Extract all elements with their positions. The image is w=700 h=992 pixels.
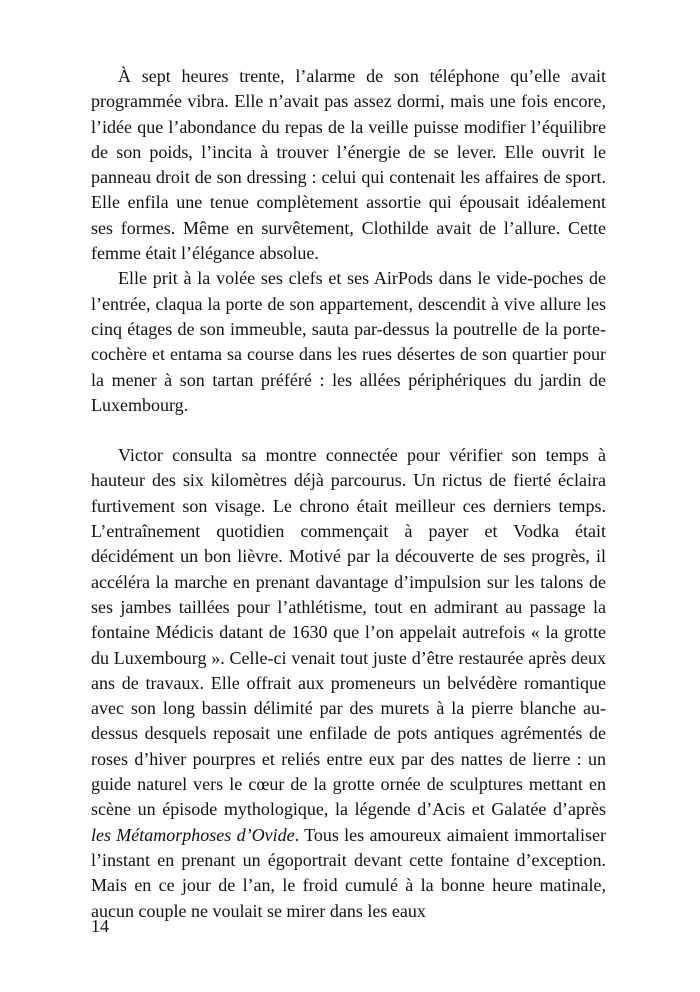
paragraph-3-text-end: . Tous les amoureux aimaient immortaliser l’instant en prenant un égoportrait devant cette fontaine d’exception. Mais en ce jour de l’an, le froid cumulé à la bonne heure matinale, aucun couple ne voulait se mirer dans les eaux xyxy=(91,824,606,921)
page-number: 14 xyxy=(91,916,109,936)
paragraph-2: Elle prit à la volée ses clefs et ses AirPods dans le vide-poches de l’entrée, claqua la porte de son appartement, descendit à vive allure les cinq étages de son immeuble, sauta par-dessus la poutrelle de la porte-cochère et entama sa course dans les rues désertes de son quartier pour la mener à son tartan préféré : les allées périphériques du jardin de Luxembourg. xyxy=(91,268,606,415)
paragraph-3 xyxy=(91,443,606,924)
paragraph-1: À sept heures trente, l’alarme de son téléphone qu’elle avait programmée vibra. Elle n’avait pas assez dormi, mais une fois encore, l’idée que l’abondance du repas de la veille puisse modifier l’équilibre de son poids, l’incita à trouver l’énergie de se lever. Elle ouvrit le panneau droit de son dressing : celui qui contenait les affaires de sport. Elle enfila une tenue complètement assortie qui épousait idéalement ses formes. Même en survêtement, Clothilde avait de l’allure. Cette femme était l’élégance absolue. xyxy=(91,66,606,264)
paragraph-3-text-start: Victor consulta sa montre connectée pour vérifier son temps à hauteur des six kilomètres déjà parcourus. Un rictus de fierté éclaira furtivement son visage. Le chrono était meilleur ces derniers temps. L’entraînement quotidien commençait à payer et Vodka était décidément un bon lièvre. Motivé par la découverte de ses progrès, il accéléra la marche en prenant davantage d’impulsion sur les talons de ses jambes taillées pour l’athlétisme, tout en admirant au passage la fontaine Médicis datant de 1630 que l’on appelait autrefois « la grotte du Luxembourg ». Celle-ci venait tout juste d’être restaurée après deux ans de travaux. Elle offrait aux promeneurs un belvédère romantique avec son long bassin délimité par des murets à la pierre blanche au-dessus desquels reposait une enfilade de pots antiques agrémentés de roses d’hiver pourpres et reliés entre eux par des nattes de lierre : un guide naturel vers le cœur de la grotte ornée de sculptures mettant en scène un épisode mythologique, la légende d’Acis et Galatée d’après xyxy=(91,445,606,820)
book-title-italic: les Métamorphoses d’Ovide xyxy=(91,824,295,845)
body-text xyxy=(91,64,606,924)
